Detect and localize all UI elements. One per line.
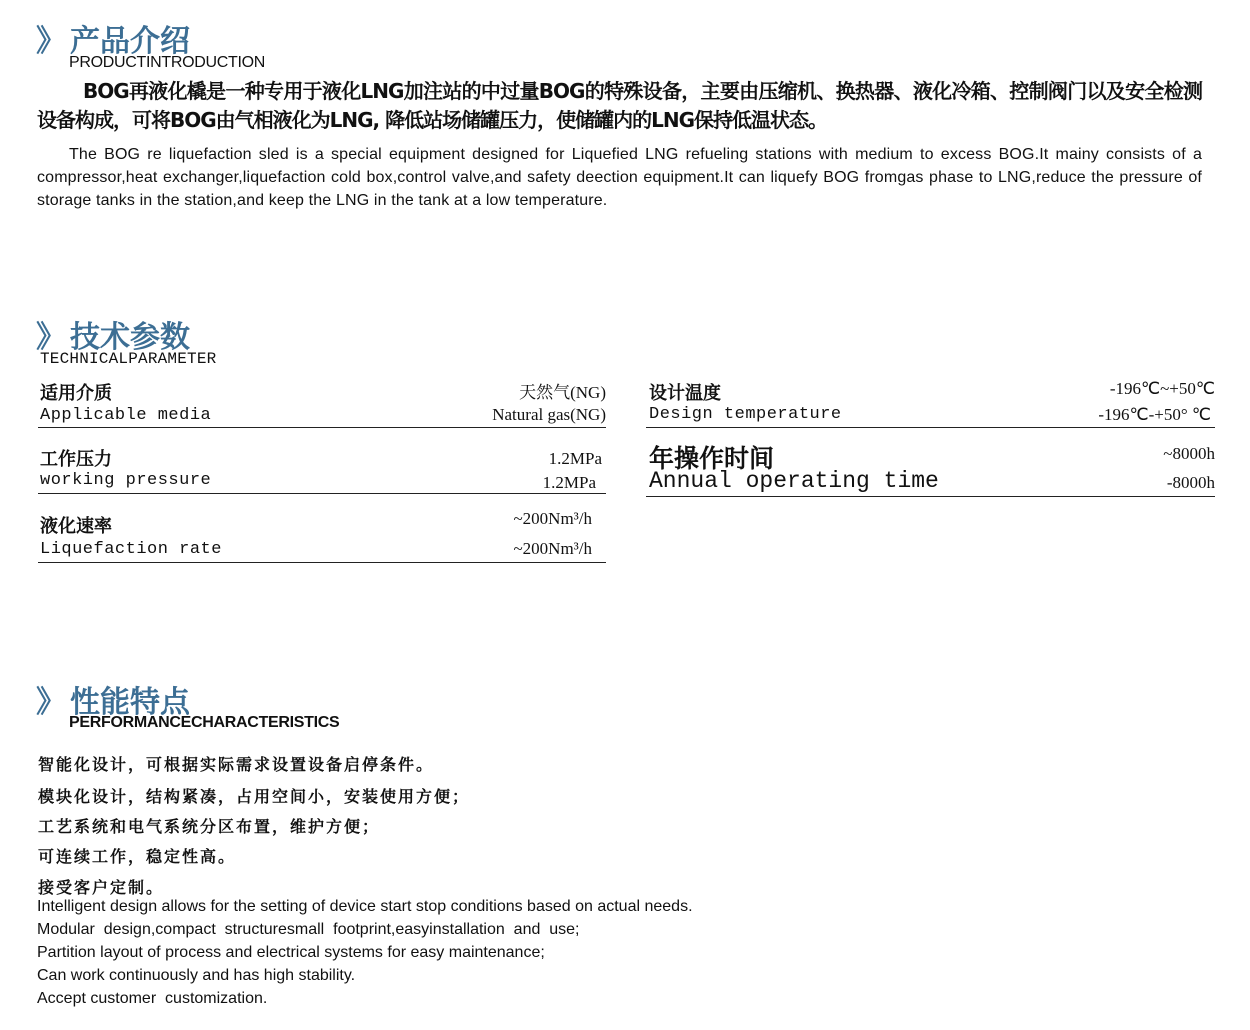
param-label-en: Design temperature: [649, 405, 842, 424]
intro-title: 产品介绍: [70, 24, 190, 59]
param-label-en: Applicable media: [40, 406, 212, 425]
param-label-cn: 年操作时间: [649, 444, 775, 473]
param-value-en: ~200Nm³/h: [513, 539, 592, 558]
param-value-cn: 1.2MPa: [548, 449, 602, 468]
param-label-cn: 适用介质: [40, 383, 112, 404]
feature-en-item: Accept customer customization.: [37, 990, 268, 1007]
param-value-cn: 天然气(NG): [519, 383, 606, 402]
feature-en-item: Partition layout of process and electrical systems for easy maintenance;: [37, 944, 545, 961]
param-value-en: Natural gas(NG): [492, 405, 606, 424]
feature-en-item: Intelligent design allows for the setting of device start stop conditions based on actual needs.: [37, 898, 693, 915]
double-chevron-icon: 》: [36, 685, 64, 720]
param-label-en: working pressure: [40, 471, 212, 490]
param-design-temperature: [646, 374, 1215, 428]
param-annual-operating-time: [646, 438, 1215, 497]
double-chevron-icon: 》: [36, 24, 64, 59]
param-liquefaction-rate: [38, 505, 606, 563]
param-value-en: -196℃-+50° ℃: [1098, 405, 1211, 424]
perf-subtitle: PERFORMANCECHARACTERISTICS: [69, 714, 340, 731]
feature-cn-item: 模块化设计，结构紧凑，占用空间小，安装使用方便；: [38, 787, 471, 806]
param-value-cn: ~8000h: [1163, 444, 1215, 463]
param-value-cn: -196℃~+50℃: [1109, 379, 1215, 398]
intro-subtitle: PRODUCTINTRODUCTION: [69, 54, 266, 71]
tech-title: 技术参数: [70, 320, 190, 355]
param-label-en: Annual operating time: [649, 468, 939, 494]
feature-cn-item: 工艺系统和电气系统分区布置，维护方便；: [38, 817, 381, 836]
feature-en-item: Modular design,compact structuresmall footprint,easyinstallation and use;: [37, 921, 580, 938]
feature-cn-item: 接受客户定制。: [38, 878, 165, 897]
param-value-cn: ~200Nm³/h: [513, 509, 592, 528]
tech-subtitle: TECHNICALPARAMETER: [40, 350, 217, 368]
param-label-cn: 液化速率: [40, 516, 112, 537]
intro-chinese-paragraph: BOG再液化橇是一种专用于液化LNG加注站的中过量BOG的特殊设备，主要由压缩机、换热器、液化冷箱、控制阀门以及安全检测设备构成，可将BOG由气相液化为LNG, 降低站场储罐压力，使储罐内的LNG保持低温状态。: [37, 79, 1202, 132]
param-value-en: 1.2MPa: [542, 473, 596, 492]
param-working-pressure: [38, 440, 606, 494]
param-label-cn: 设计温度: [649, 383, 721, 404]
param-label-en: Liquefaction rate: [40, 540, 222, 559]
intro-english-paragraph: The BOG re liquefaction sled is a special equipment designed for Liquefied LNG refueling stations with medium to excess BOG.It mainy consists of a compressor,heat exchanger,liquefaction cold box,control valve,and safety deection equipment.It can liquefy BOG fromgas phase to LNG,reduce the pressure of storage tanks in the station,and keep the LNG in the tank at a low temperature.: [37, 146, 1202, 209]
double-chevron-icon: 》: [36, 320, 64, 355]
feature-en-item: Can work continuously and has high stability.: [37, 967, 356, 984]
feature-cn-item: 可连续工作，稳定性高。: [38, 847, 237, 866]
feature-cn-item: 智能化设计，可根据实际需求设置设备启停条件。: [38, 755, 435, 774]
perf-title: 性能特点: [70, 685, 190, 720]
param-value-en: -8000h: [1166, 473, 1215, 492]
param-applicable-media: [38, 374, 606, 428]
param-label-cn: 工作压力: [40, 449, 112, 470]
